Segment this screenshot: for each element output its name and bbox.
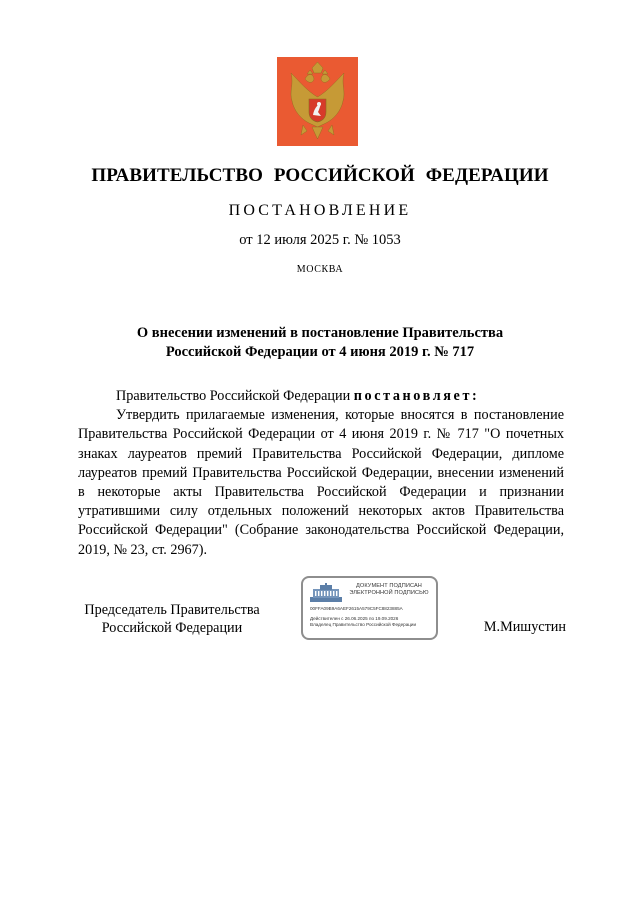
coat-of-arms-emblem bbox=[277, 57, 358, 146]
document-body bbox=[78, 387, 564, 560]
signer-position bbox=[74, 601, 270, 637]
document-subject bbox=[80, 324, 560, 362]
signer-position-line-1: Председатель Правительства bbox=[84, 602, 260, 618]
russian-coat-of-arms-icon bbox=[277, 57, 358, 146]
stamp-heading-line-2: ЭЛЕКТРОННОЙ ПОДПИСЬЮ bbox=[349, 590, 429, 596]
government-title: ПРАВИТЕЛЬСТВО РОССИЙСКОЙ ФЕДЕРАЦИИ bbox=[91, 165, 549, 186]
stamp-heading bbox=[343, 583, 435, 597]
stamp-heading-line-1: ДОКУМЕНТ ПОДПИСАН bbox=[356, 583, 422, 589]
document-type: ПОСТАНОВЛЕНИЕ bbox=[228, 202, 412, 219]
certificate-validity: Действителен с 26.06.2025 по 19.09.2026 bbox=[310, 616, 399, 621]
certificate-owner: Владелец Правительство Российской Федерации bbox=[310, 622, 417, 627]
subject-line-2: Российской Федерации от 4 июня 2019 г. № 717 bbox=[165, 344, 475, 360]
electronic-signature-stamp bbox=[301, 576, 438, 640]
decree-word: постановляет: bbox=[353, 388, 480, 404]
decree-intro bbox=[78, 387, 564, 406]
intro-text: Правительство Российской Федерации bbox=[116, 388, 354, 404]
certificate-number: 00FFA09B9A6AEF2615A579C5FC8823885A bbox=[310, 606, 403, 611]
decree-paragraph: Утвердить прилагаемые изменения, которые вносятся в постановление Правительства Российской Федерации от 4 июня 2019 г. № 717 "О почетных знаках лауреатов премий Правительства Российской Федерации, дипломе лауреатов премий Правительства Российской Федерации, внесении изменений в некоторые акты Правительства Российской Федерации и признании утратившими силу отдельных положений некоторых актов Правительства Российской Федерации" (Собрание законодательства Российской Федерации, 2019, № 23, ст. 2967). bbox=[78, 407, 564, 558]
signer-name: М.Мишустин bbox=[483, 619, 566, 635]
signer-position-line-2: Российской Федерации bbox=[101, 620, 243, 636]
government-house-icon bbox=[309, 583, 343, 603]
subject-line-1: О внесении изменений в постановление Правительства bbox=[136, 325, 504, 341]
document-date-number: от 12 июля 2025 г. № 1053 bbox=[239, 232, 401, 248]
document-city: МОСКВА bbox=[296, 264, 344, 275]
